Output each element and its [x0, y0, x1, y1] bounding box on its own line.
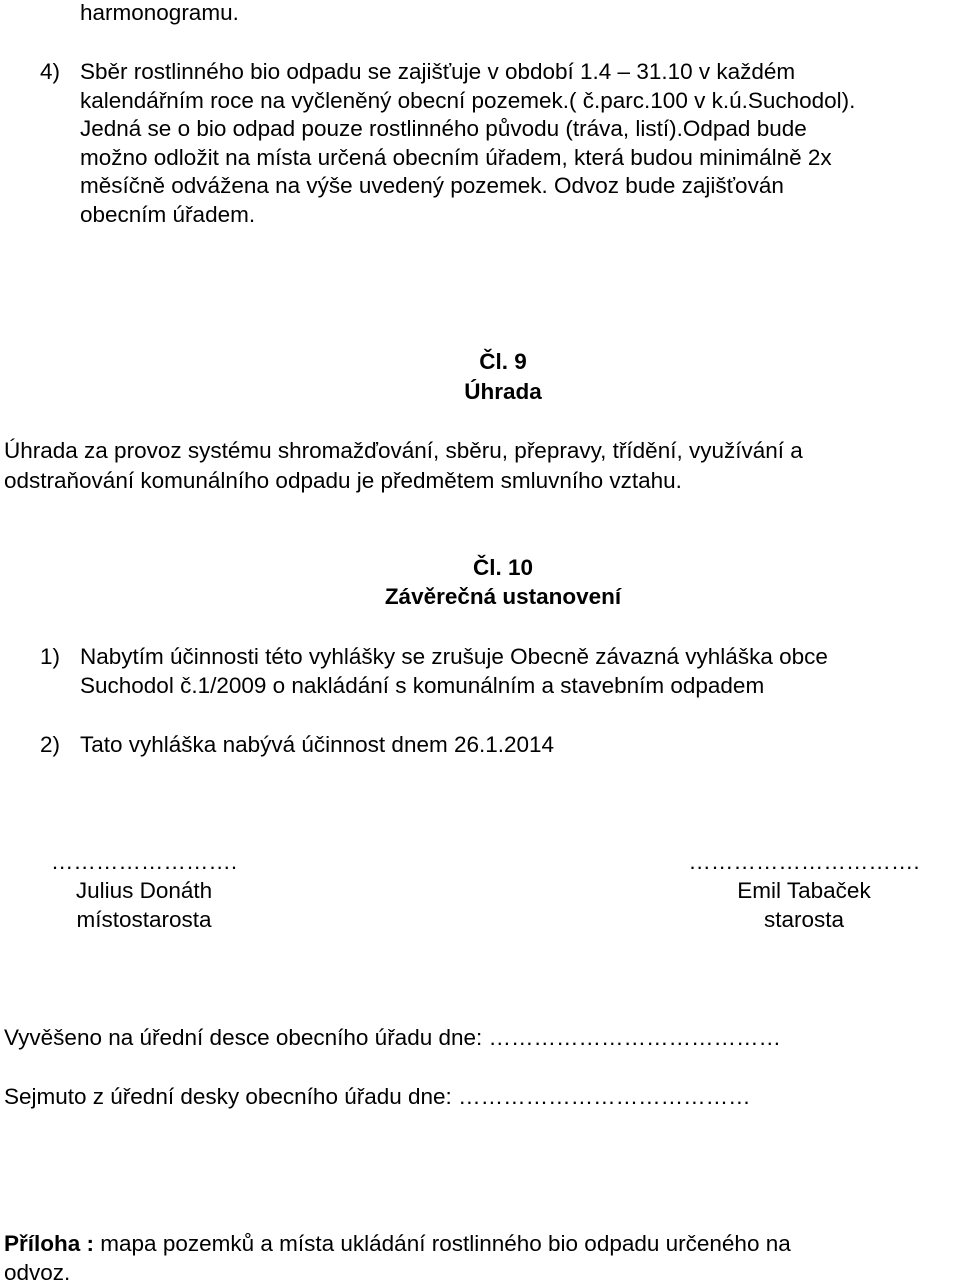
article10-item2-number: 2) — [40, 732, 61, 757]
article10-item1-line-2: Suchodol č.1/2009 o nakládání s komunálním a stavebním odpadem — [80, 673, 765, 698]
item4-line-4: možno odložit na místa určená obecním úřadem, která budou minimálně 2x — [80, 145, 832, 170]
signature-left-name: Julius Donáth — [75, 878, 213, 903]
article10-item1-line-1: Nabytím účinnosti této vyhlášky se zrušuje Obecně závazná vyhláška obce — [80, 644, 828, 669]
continuation-text: harmonogramu. — [80, 0, 239, 25]
signature-right-dots: …………………………. — [688, 849, 920, 874]
article9-title: Úhrada — [464, 379, 542, 404]
article9-line-2: odstraňování komunálního odpadu je předmětem smluvního vztahu. — [4, 468, 682, 493]
posted-dots: ………………………………… — [488, 1025, 782, 1050]
posted-label: Vyvěšeno na úřední desce obecního úřadu dne: — [4, 1025, 483, 1050]
item4-number: 4) — [40, 59, 61, 84]
item4-line-1: Sběr rostlinného bio odpadu se zajišťuje v období 1.4 – 31.10 v každém — [80, 59, 796, 84]
item4-line-6: obecním úřadem. — [80, 202, 256, 227]
signature-left-dots: ……………………. — [50, 849, 238, 874]
article9-number: Čl. 9 — [479, 349, 527, 374]
item4-line-2: kalendářním roce na vyčleněný obecní pozemek.( č.parc.100 v k.ú.Suchodol). — [80, 88, 856, 113]
article10-number: Čl. 10 — [472, 555, 534, 580]
attachment-text-1: mapa pozemků a místa ukládání rostlinného bio odpadu určeného na — [100, 1231, 791, 1256]
signature-right-name: Emil Tabaček — [737, 878, 871, 903]
article10-item1-number: 1) — [40, 644, 61, 669]
removed-notice — [4, 1082, 751, 1111]
removed-dots: ………………………………… — [458, 1084, 751, 1109]
removed-label: Sejmuto z úřední desky obecního úřadu dne: — [4, 1084, 452, 1109]
attachment-label: Příloha : — [4, 1231, 95, 1256]
article10-item2-text: Tato vyhláška nabývá účinnost dnem 26.1.2014 — [80, 732, 555, 757]
attachment-line-1 — [4, 1229, 791, 1258]
article9-line-1: Úhrada za provoz systému shromažďování, sběru, přepravy, třídění, využívání a — [4, 438, 803, 463]
item4-line-3: Jedná se o bio odpad pouze rostlinného původu (tráva, listí).Odpad bude — [80, 116, 807, 141]
item4-line-5: měsíčně odvážena na výše uvedený pozemek. Odvoz bude zajišťován — [80, 173, 784, 198]
article10-title: Závěrečná ustanovení — [384, 584, 622, 609]
attachment-line-2: odvoz. — [4, 1260, 71, 1285]
posted-notice — [4, 1023, 781, 1052]
signature-left-role: místostarosta — [76, 907, 212, 932]
signature-right-role: starosta — [763, 907, 845, 932]
